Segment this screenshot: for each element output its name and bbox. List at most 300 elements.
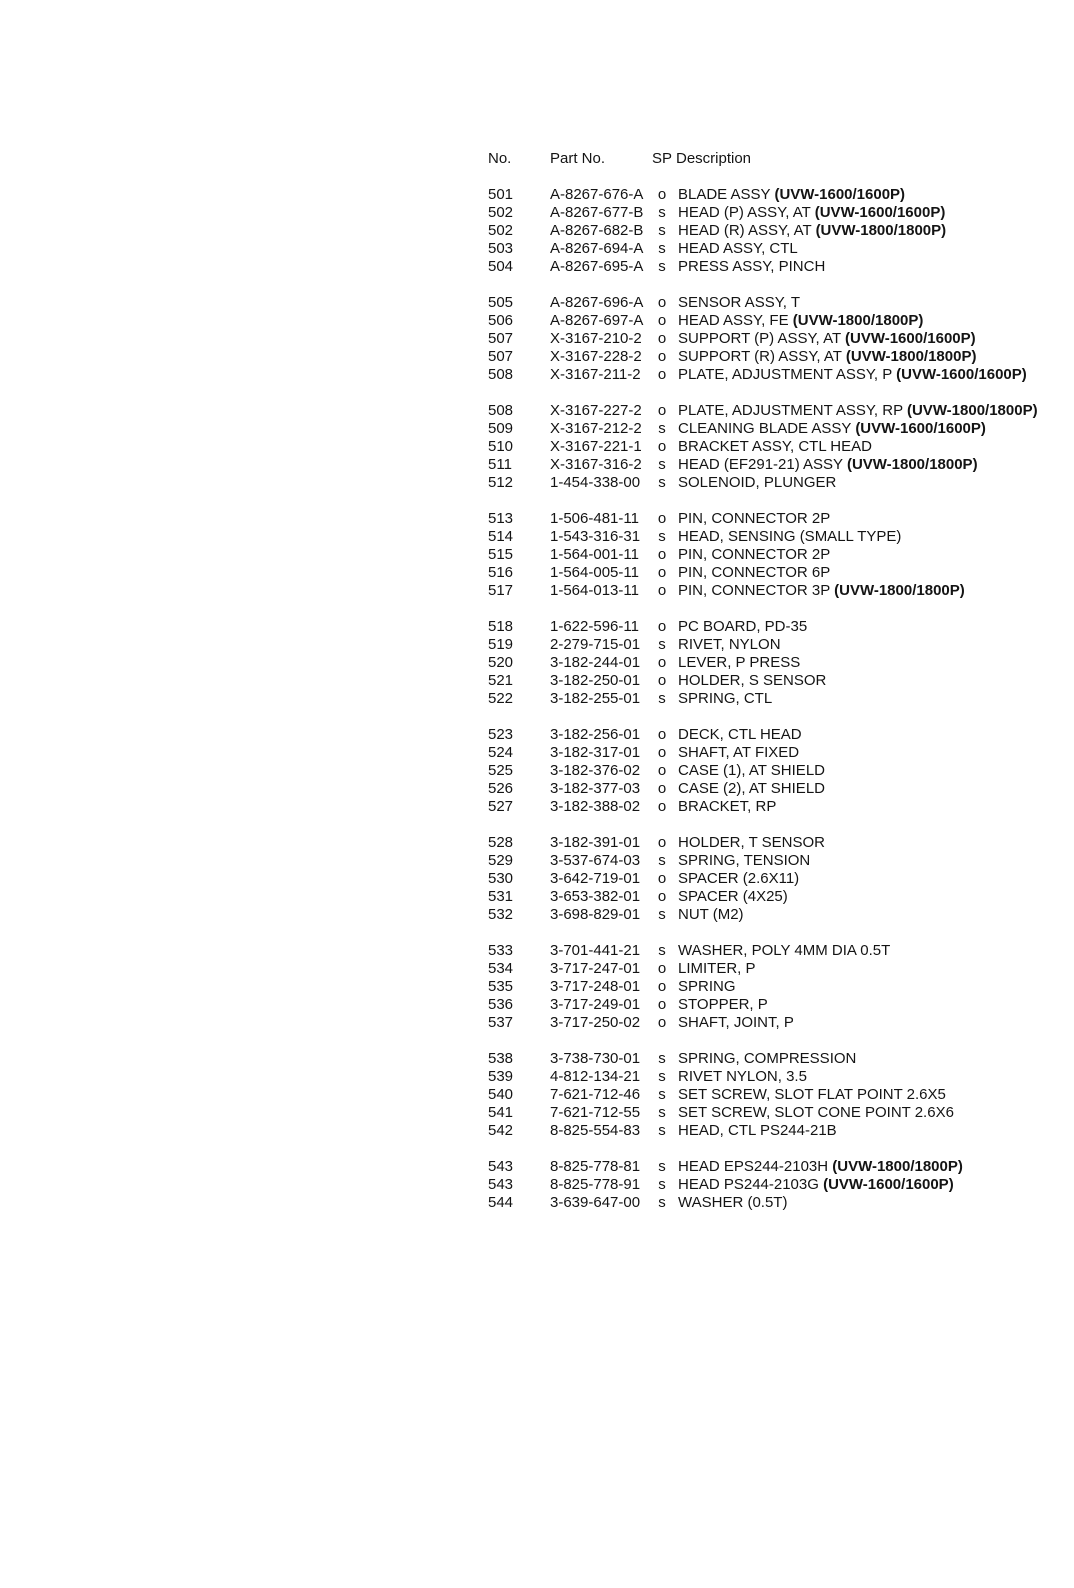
item-number: 530 [488, 870, 514, 887]
table-row [488, 312, 1068, 330]
parts-group [488, 1158, 1068, 1212]
description [672, 1068, 807, 1086]
description [672, 636, 781, 654]
item-number: 538 [488, 1050, 514, 1067]
sp-code: o [657, 726, 667, 743]
description [672, 510, 830, 528]
description [672, 654, 800, 672]
description [672, 582, 965, 600]
sp-code: s [658, 1050, 666, 1067]
model-applicability: (UVW-1800/1800P) [834, 582, 965, 599]
sp-code: s [658, 1068, 666, 1085]
part-number: 3-182-250-01 [550, 672, 641, 689]
sp-code: o [657, 546, 667, 563]
model-applicability: (UVW-1600/1600P) [823, 1176, 954, 1193]
description [672, 474, 836, 492]
part-number: 1-506-481-11 [550, 510, 639, 527]
part-number: 3-182-317-01 [550, 744, 641, 761]
item-number: 507 [488, 330, 514, 347]
sp-code: s [658, 258, 666, 275]
description-text: LEVER, P PRESS [678, 654, 801, 671]
description [672, 1014, 794, 1032]
item-number: 536 [488, 996, 514, 1013]
description [672, 1104, 954, 1122]
part-number: A-8267-677-B [550, 204, 644, 221]
sp-code: o [657, 978, 667, 995]
item-number: 508 [488, 366, 514, 383]
part-number: 3-182-377-03 [550, 780, 641, 797]
sp-code: s [658, 906, 666, 923]
description-text: HEAD, SENSING (SMALL TYPE) [678, 528, 902, 545]
sp-code: s [658, 474, 666, 491]
part-number: 3-717-248-01 [550, 978, 641, 995]
table-row [488, 726, 1068, 744]
part-number: 8-825-554-83 [550, 1122, 641, 1139]
description [672, 1194, 787, 1212]
item-number: 534 [488, 960, 514, 977]
description-text: HEAD PS244-2103G [678, 1176, 819, 1193]
description [672, 978, 736, 996]
description-text: SHAFT, JOINT, P [678, 1014, 794, 1031]
part-number: 3-701-441-21 [550, 942, 641, 959]
part-number: 1-543-316-31 [550, 528, 641, 545]
sp-code: s [658, 636, 666, 653]
sp-code: s [658, 1086, 666, 1103]
item-number: 526 [488, 780, 514, 797]
description [672, 366, 1027, 384]
description [672, 672, 826, 690]
description [672, 438, 872, 456]
table-row [488, 834, 1068, 852]
description [672, 888, 788, 906]
description-text: LIMITER, P [678, 960, 756, 977]
part-number: X-3167-211-2 [550, 366, 641, 383]
part-number: 7-621-712-46 [550, 1086, 641, 1103]
table-row [488, 348, 1068, 366]
description-text: PIN, CONNECTOR 3P [678, 582, 830, 599]
description-text: HEAD ASSY, CTL [678, 240, 798, 257]
description-text: SET SCREW, SLOT FLAT POINT 2.6X5 [678, 1086, 946, 1103]
table-row [488, 618, 1068, 636]
description [672, 420, 986, 438]
sp-code: o [657, 762, 667, 779]
description [672, 402, 1038, 420]
table-row [488, 762, 1068, 780]
table-row [488, 870, 1068, 888]
model-applicability: (UVW-1600/1600P) [774, 186, 906, 203]
description-text: SPRING, COMPRESSION [678, 1050, 857, 1067]
description [672, 1176, 954, 1194]
item-number: 532 [488, 906, 514, 923]
part-number: X-3167-227-2 [550, 402, 642, 419]
description-text: HEAD (R) ASSY, AT [678, 222, 812, 239]
description-text: HOLDER, T SENSOR [678, 834, 825, 851]
sp-code: s [658, 1194, 666, 1211]
description [672, 744, 799, 762]
item-number: 542 [488, 1122, 514, 1139]
description-text: PLATE, ADJUSTMENT ASSY, P [678, 366, 892, 383]
part-number: 3-639-647-00 [550, 1194, 641, 1211]
table-row [488, 204, 1068, 222]
part-number: 3-182-256-01 [550, 726, 641, 743]
parts-group [488, 942, 1068, 1032]
sp-code: s [658, 456, 666, 473]
part-number: 1-622-596-11 [550, 618, 639, 635]
description [672, 996, 768, 1014]
table-row [488, 456, 1068, 474]
table-row [488, 474, 1068, 492]
table-row [488, 366, 1068, 384]
description-text: WASHER (0.5T) [678, 1194, 788, 1211]
sp-code: s [658, 204, 666, 221]
item-number: 541 [488, 1104, 514, 1121]
part-number: X-3167-210-2 [550, 330, 642, 347]
sp-code: s [658, 240, 666, 257]
description-text: SPACER (4X25) [678, 888, 788, 905]
table-row [488, 402, 1068, 420]
description [672, 726, 802, 744]
item-number: 507 [488, 348, 514, 365]
description [672, 1086, 946, 1104]
description-text: RIVET, NYLON [678, 636, 781, 653]
description-text: PIN, CONNECTOR 2P [678, 510, 831, 527]
part-number: 3-182-391-01 [550, 834, 641, 851]
description [672, 528, 901, 546]
item-number: 523 [488, 726, 514, 743]
description-text: HEAD EPS244-2103H [678, 1158, 829, 1175]
table-row [488, 330, 1068, 348]
description [672, 1050, 856, 1068]
table-row [488, 186, 1068, 204]
part-number: 3-642-719-01 [550, 870, 641, 887]
sp-code: o [657, 654, 667, 671]
item-number: 544 [488, 1194, 514, 1211]
item-number: 539 [488, 1068, 514, 1085]
parts-group [488, 186, 1068, 276]
sp-code: o [657, 960, 667, 977]
description-text: HEAD ASSY, FE [678, 312, 789, 329]
model-applicability: (UVW-1600/1600P) [896, 366, 1027, 383]
description [672, 240, 798, 258]
table-row [488, 240, 1068, 258]
description [672, 1158, 963, 1176]
sp-code: o [657, 510, 667, 527]
description-text: PIN, CONNECTOR 2P [678, 546, 831, 563]
sp-code: o [657, 348, 667, 365]
item-number: 517 [488, 582, 514, 599]
description [672, 852, 810, 870]
part-number: 1-564-013-11 [550, 582, 639, 599]
description-text: DECK, CTL HEAD [678, 726, 802, 743]
item-number: 527 [488, 798, 514, 815]
part-number: 3-537-674-03 [550, 852, 641, 869]
table-row [488, 1086, 1068, 1104]
description-text: HEAD (P) ASSY, AT [678, 204, 811, 221]
part-number: 4-812-134-21 [550, 1068, 641, 1085]
table-row [488, 1104, 1068, 1122]
item-number: 520 [488, 654, 514, 671]
part-number: A-8267-676-A [550, 186, 644, 203]
table-row [488, 852, 1068, 870]
item-number: 508 [488, 402, 514, 419]
description-text: PC BOARD, PD-35 [678, 618, 808, 635]
part-number: A-8267-694-A [550, 240, 644, 257]
table-row [488, 1068, 1068, 1086]
parts-group [488, 294, 1068, 384]
part-number: 2-279-715-01 [550, 636, 641, 653]
item-number: 524 [488, 744, 514, 761]
description [672, 204, 945, 222]
part-number: A-8267-697-A [550, 312, 644, 329]
item-number: 502 [488, 204, 514, 221]
description-text: SENSOR ASSY, T [678, 294, 800, 311]
sp-code: o [657, 330, 667, 347]
sp-code: o [657, 1014, 667, 1031]
part-number: A-8267-696-A [550, 294, 644, 311]
header-no: No. [488, 150, 512, 167]
description [672, 222, 946, 240]
table-row [488, 438, 1068, 456]
sp-code: o [657, 672, 667, 689]
description [672, 798, 776, 816]
description [672, 834, 825, 852]
part-number: 3-182-376-02 [550, 762, 641, 779]
sp-code: o [657, 438, 667, 455]
description [672, 960, 756, 978]
description-text: CASE (1), AT SHIELD [678, 762, 825, 779]
sp-code: s [658, 1104, 666, 1121]
table-row [488, 546, 1068, 564]
table-row [488, 654, 1068, 672]
part-number: 3-698-829-01 [550, 906, 641, 923]
table-row [488, 1176, 1068, 1194]
model-applicability: (UVW-1800/1800P) [846, 456, 978, 473]
table-row [488, 222, 1068, 240]
description [672, 906, 744, 924]
table-row [488, 1122, 1068, 1140]
sp-code: s [658, 528, 666, 545]
part-number: A-8267-682-B [550, 222, 644, 239]
table-row [488, 906, 1068, 924]
table-row [488, 888, 1068, 906]
description [672, 1122, 837, 1140]
table-row [488, 564, 1068, 582]
item-number: 519 [488, 636, 514, 653]
description-text: PRESS ASSY, PINCH [678, 258, 826, 275]
sp-code: o [657, 582, 667, 599]
parts-group [488, 726, 1068, 816]
item-number: 521 [488, 672, 514, 689]
description-text: SUPPORT (R) ASSY, AT [678, 348, 842, 365]
table-row [488, 672, 1068, 690]
description [672, 546, 830, 564]
item-number: 513 [488, 510, 514, 527]
sp-code: o [657, 888, 667, 905]
part-number: A-8267-695-A [550, 258, 644, 275]
description [672, 690, 772, 708]
parts-group [488, 618, 1068, 708]
item-number: 501 [488, 186, 514, 203]
item-number: 503 [488, 240, 514, 257]
item-number: 531 [488, 888, 514, 905]
model-applicability: (UVW-1800/1800P) [832, 1158, 963, 1175]
description-text: SET SCREW, SLOT CONE POINT 2.6X6 [678, 1104, 954, 1121]
part-number: 8-825-778-81 [550, 1158, 641, 1175]
description [672, 618, 807, 636]
part-number: 3-717-247-01 [550, 960, 641, 977]
description [672, 312, 923, 330]
sp-code: o [657, 294, 667, 311]
part-number: 3-182-244-01 [550, 654, 641, 671]
part-number: 3-182-255-01 [550, 690, 641, 707]
description-text: SUPPORT (P) ASSY, AT [678, 330, 841, 347]
part-number: 3-653-382-01 [550, 888, 641, 905]
description [672, 186, 905, 204]
item-number: 510 [488, 438, 514, 455]
description [672, 942, 890, 960]
item-number: 537 [488, 1014, 514, 1031]
parts-groups [488, 186, 1068, 1212]
description-text: SPACER (2.6X11) [678, 870, 800, 887]
description [672, 348, 976, 366]
model-applicability: (UVW-1800/1800P) [815, 222, 947, 239]
description [672, 870, 799, 888]
part-number: 7-621-712-55 [550, 1104, 641, 1121]
sp-code: o [657, 798, 667, 815]
sp-code: s [658, 690, 666, 707]
table-row [488, 798, 1068, 816]
model-applicability: (UVW-1800/1800P) [792, 312, 924, 329]
description-text: STOPPER, P [678, 996, 768, 1013]
item-number: 504 [488, 258, 514, 275]
item-number: 533 [488, 942, 514, 959]
description-text: SPRING, TENSION [678, 852, 811, 869]
item-number: 540 [488, 1086, 514, 1103]
item-number: 528 [488, 834, 514, 851]
model-applicability: (UVW-1800/1800P) [845, 348, 977, 365]
description [672, 762, 825, 780]
model-applicability: (UVW-1800/1800P) [906, 402, 1038, 419]
item-number: 511 [488, 456, 512, 473]
description-text: CLEANING BLADE ASSY [678, 420, 852, 437]
model-applicability: (UVW-1600/1600P) [855, 420, 986, 437]
sp-code: o [657, 312, 667, 329]
table-row [488, 1158, 1068, 1176]
part-number: X-3167-221-1 [550, 438, 642, 455]
description-text: SOLENOID, PLUNGER [678, 474, 837, 491]
table-row [488, 420, 1068, 438]
description-text: SPRING [678, 978, 736, 995]
description-text: WASHER, POLY 4MM DIA 0.5T [678, 942, 891, 959]
item-number: 535 [488, 978, 514, 995]
sp-code: o [657, 186, 667, 203]
sp-code: s [658, 942, 666, 959]
sp-code: o [657, 564, 667, 581]
sp-code: s [658, 852, 666, 869]
item-number: 518 [488, 618, 514, 635]
description-text: BLADE ASSY [678, 186, 771, 203]
table-row [488, 294, 1068, 312]
description [672, 564, 830, 582]
table-row [488, 690, 1068, 708]
sp-code: o [657, 780, 667, 797]
table-row [488, 780, 1068, 798]
description-text: BRACKET ASSY, CTL HEAD [678, 438, 872, 455]
parts-group [488, 1050, 1068, 1140]
parts-group [488, 402, 1068, 492]
table-row [488, 942, 1068, 960]
model-applicability: (UVW-1600/1600P) [845, 330, 976, 347]
description-text: HOLDER, S SENSOR [678, 672, 827, 689]
item-number: 522 [488, 690, 514, 707]
item-number: 509 [488, 420, 514, 437]
table-row [488, 258, 1068, 276]
part-number: 3-717-249-01 [550, 996, 641, 1013]
description-text: SPRING, CTL [678, 690, 773, 707]
part-number: 1-564-005-11 [550, 564, 639, 581]
parts-list [488, 150, 1068, 1212]
parts-group [488, 834, 1068, 924]
description-text: HEAD (EF291-21) ASSY [678, 456, 843, 473]
description-text: CASE (2), AT SHIELD [678, 780, 825, 797]
description-text: PIN, CONNECTOR 6P [678, 564, 831, 581]
sp-code: o [657, 834, 667, 851]
sp-code: o [657, 996, 667, 1013]
item-number: 516 [488, 564, 514, 581]
table-row [488, 1014, 1068, 1032]
sp-code: o [657, 744, 667, 761]
sp-code: s [658, 1158, 666, 1175]
description [672, 294, 800, 312]
item-number: 506 [488, 312, 514, 329]
description [672, 330, 976, 348]
sp-code: s [658, 1122, 666, 1139]
part-number: 1-564-001-11 [550, 546, 639, 563]
item-number: 512 [488, 474, 514, 491]
table-row [488, 528, 1068, 546]
table-row [488, 510, 1068, 528]
part-number: 8-825-778-91 [550, 1176, 641, 1193]
table-header [488, 150, 1068, 168]
table-row [488, 636, 1068, 654]
model-applicability: (UVW-1600/1600P) [814, 204, 946, 221]
item-number: 543 [488, 1158, 514, 1175]
sp-code: s [658, 420, 666, 437]
description-text: PLATE, ADJUSTMENT ASSY, RP [678, 402, 903, 419]
description-text: BRACKET, RP [678, 798, 777, 815]
item-number: 514 [488, 528, 514, 545]
part-number: X-3167-316-2 [550, 456, 642, 473]
sp-code: o [657, 402, 667, 419]
table-row [488, 1194, 1068, 1212]
description-text: NUT (M2) [678, 906, 744, 923]
parts-group [488, 510, 1068, 600]
description-text: HEAD, CTL PS244-21B [678, 1122, 837, 1139]
table-row [488, 996, 1068, 1014]
item-number: 515 [488, 546, 514, 563]
part-number: 1-454-338-00 [550, 474, 641, 491]
table-row [488, 1050, 1068, 1068]
item-number: 543 [488, 1176, 514, 1193]
sp-code: s [658, 1176, 666, 1193]
part-number: X-3167-228-2 [550, 348, 642, 365]
sp-code: o [657, 618, 667, 635]
description [672, 780, 825, 798]
item-number: 502 [488, 222, 514, 239]
item-number: 529 [488, 852, 514, 869]
table-row [488, 960, 1068, 978]
item-number: 505 [488, 294, 514, 311]
